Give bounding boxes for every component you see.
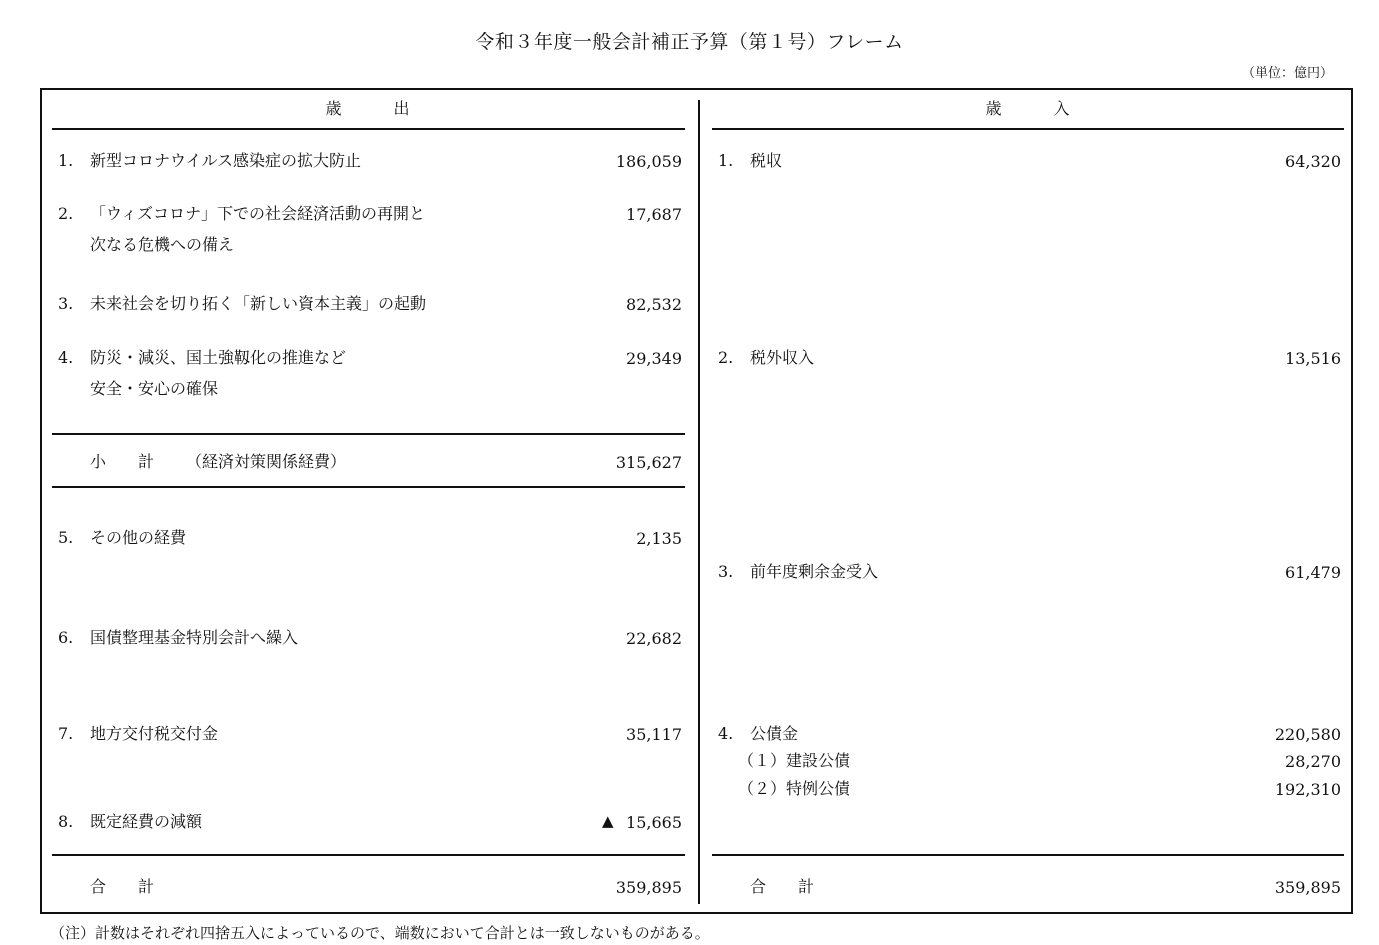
expenditure-item-no: 3. [58, 294, 74, 313]
expenditure-item-no: 2. [58, 204, 74, 223]
unit-label: （単位：億円） [1241, 66, 1333, 81]
expenditure-item-label: 既定経費の減額 [90, 812, 203, 831]
expenditure-item-label: 地方交付税交付金 [90, 724, 219, 743]
revenue-item-label: 税外収入 [750, 348, 815, 367]
expenditure-item-label: 国債整理基金特別会計へ繰入 [90, 628, 299, 647]
page-title: 令和３年度一般会計補正予算（第１号）フレーム [475, 31, 904, 53]
revenue-item-no: 3. [718, 562, 734, 581]
total-rule-left [52, 854, 685, 856]
expenditure-item-label: 「ウィズコロナ」下での社会経済活動の再開と [90, 204, 426, 223]
subtotal-rule-top [52, 433, 685, 435]
expenditure-item-no: 8. [58, 812, 74, 831]
expenditure-item-label: 防災・減災、国土強靱化の推進など [90, 348, 347, 367]
revenue-total-label: 合 計 [750, 877, 815, 896]
expenditure-total-label: 合 計 [90, 877, 155, 896]
expenditure-item-label-line2: 安全・安心の確保 [90, 379, 219, 398]
revenue-item-no: 4. [718, 724, 734, 743]
expenditure-item-value: 15,665 [626, 813, 682, 832]
expenditure-item-value: 82,532 [626, 295, 682, 314]
expenditure-item-label-line2: 次なる危機への備え [90, 235, 235, 254]
column-divider [698, 100, 700, 904]
subtotal-note: （経済対策関係経費） [186, 452, 347, 471]
revenue-item-no: 2. [718, 348, 734, 367]
expenditure-item-label: 新型コロナウイルス感染症の拡大防止 [90, 151, 362, 170]
total-rule-right [712, 854, 1344, 856]
header-rule-right [712, 128, 1344, 130]
expenditure-item-value: 35,117 [626, 725, 682, 744]
expenditure-item-no: 1. [58, 151, 74, 170]
bond-item-label: （２）特例公債 [738, 779, 851, 798]
revenue-item-value: 64,320 [1285, 152, 1341, 171]
subtotal-value: 315,627 [615, 453, 682, 472]
expenditure-item-value: 17,687 [626, 205, 682, 224]
bond-item-value: 28,270 [1285, 752, 1341, 771]
bond-item-label: （１）建設公債 [738, 751, 851, 770]
expenditure-item-label: 未来社会を切り拓く「新しい資本主義」の起動 [90, 294, 427, 313]
expenditure-item-no: 6. [58, 628, 74, 647]
subtotal-rule-bottom [52, 486, 685, 488]
revenue-item-label: 前年度剰余金受入 [750, 562, 879, 581]
revenue-item-value: 13,516 [1285, 349, 1341, 368]
expenditure-item-label: その他の経費 [90, 528, 187, 547]
triangle-minus-icon: ▲ [602, 812, 614, 830]
expenditure-item-no: 5. [58, 528, 74, 547]
revenue-item-no: 1. [718, 151, 734, 170]
expenditure-item-no: 4. [58, 348, 74, 367]
footnote: （注）計数はそれぞれ四捨五入によっているので、端数において合計とは一致しないものがある。 [50, 924, 710, 942]
expenditure-item-no: 7. [58, 724, 74, 743]
revenue-item-label: 公債金 [750, 724, 799, 743]
expenditure-item-value: 29,349 [626, 349, 682, 368]
bond-item-value: 192,310 [1274, 780, 1341, 799]
revenue-item-value: 220,580 [1274, 725, 1341, 744]
expenditure-item-value: 22,682 [626, 629, 682, 648]
revenue-item-value: 61,479 [1285, 563, 1341, 582]
revenue-total-value: 359,895 [1274, 878, 1341, 897]
subtotal-label: 小 計 [90, 452, 155, 471]
expenditure-header: 歳 出 [325, 99, 411, 118]
expenditure-item-value: 186,059 [615, 152, 682, 171]
revenue-header: 歳 入 [985, 99, 1071, 118]
expenditure-total-value: 359,895 [615, 878, 682, 897]
header-rule-left [52, 128, 685, 130]
expenditure-item-value: 2,135 [636, 529, 682, 548]
revenue-item-label: 税収 [750, 151, 783, 170]
